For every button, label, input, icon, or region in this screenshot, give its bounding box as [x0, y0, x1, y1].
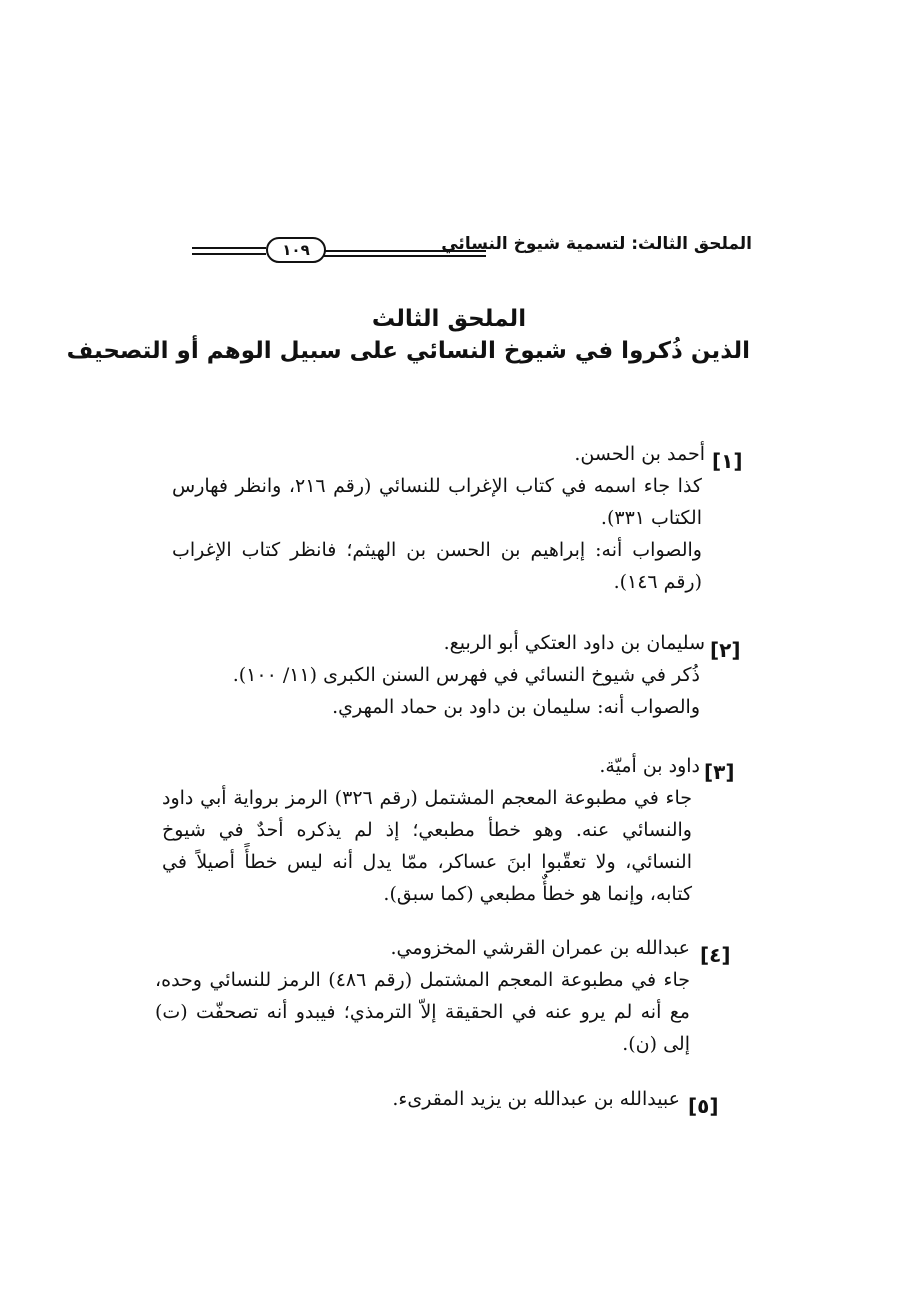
- entry-number: [١]: [712, 449, 743, 473]
- running-title: الملحق الثالث: لتسمية شيوخ النسائي: [441, 234, 752, 254]
- entry-paragraph: كذا جاء اسمه في كتاب الإغراب للنسائي (رقم ٢١٦، وانظر فهارس الكتاب ٣٣١).: [172, 475, 702, 529]
- entry-number: [٤]: [700, 943, 731, 967]
- header-rule-left-lower: [192, 253, 266, 255]
- header-rule-right: [324, 250, 486, 252]
- header-rule-right-lower: [324, 255, 486, 257]
- entry-name: أحمد بن الحسن.: [574, 443, 705, 465]
- entry-paragraph: جاء في مطبوعة المعجم المشتمل (رقم ٤٨٦) الرمز للنسائي وحده، مع أنه لم يرو عنه في الحقيقة إلاّ الترمذي؛ فيبدو أنه تصحفّت (ت) إلى (ن).: [155, 969, 690, 1055]
- entry-paragraph: والصواب أنه: سليمان بن داود بن حماد المهري.: [332, 696, 700, 718]
- entry-name: سليمان بن داود العتكي أبو الربيع.: [443, 632, 705, 654]
- entry-paragraph: والصواب أنه: إبراهيم بن الحسن بن الهيثم؛ فانظر كتاب الإغراب (رقم ١٤٦).: [172, 539, 702, 593]
- entry-number: [٢]: [710, 638, 741, 662]
- main-title: الذين ذُكروا في شيوخ النسائي على سبيل الوهم أو التصحيف: [66, 338, 750, 364]
- entry-number: [٥]: [688, 1094, 719, 1118]
- entry-name: عبيدالله بن عبدالله بن يزيد المقرىء.: [392, 1088, 680, 1110]
- entry-number: [٣]: [704, 760, 735, 784]
- header-rule-left: [192, 247, 266, 249]
- entry-paragraph: جاء في مطبوعة المعجم المشتمل (رقم ٣٢٦) الرمز برواية أبي داود والنسائي عنه. وهو خطأ مطبعي؛ إذ لم يذكره أحدٌ في شيوخ النسائي، ولا تعقّبوا ابنَ عساكر، ممّا يدل أنه ليس خطأً أصيلاً في كتابه، وإنما هو خطأٌ مطبعي (كما سبق).: [162, 787, 693, 905]
- running-header: [192, 232, 752, 272]
- entry-name: عبدالله بن عمران القرشي المخزومي.: [390, 937, 690, 959]
- entry-name: داود بن أميّة.: [599, 755, 700, 777]
- appendix-title: الملحق الثالث: [371, 306, 527, 332]
- entry-paragraph: ذُكر في شيوخ النسائي في فهرس السنن الكبرى (١١/ ١٠٠).: [232, 664, 700, 686]
- page-number-badge: ١٠٩: [266, 237, 326, 263]
